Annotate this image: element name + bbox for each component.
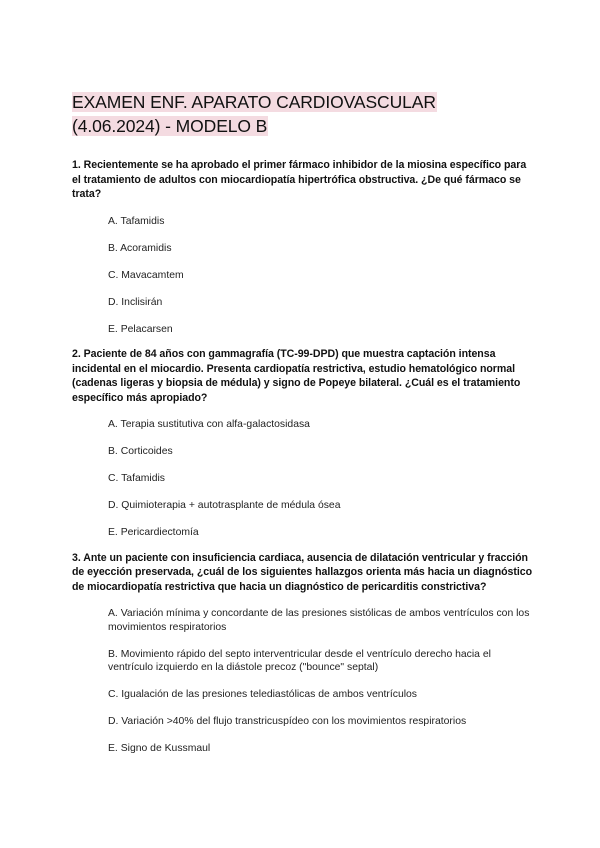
option-d: D. Variación >40% del flujo transtricuspídeo con los movimientos respiratorios <box>108 716 467 727</box>
answer-options <box>108 215 532 337</box>
answer-options <box>108 418 532 540</box>
question-2 <box>72 347 532 540</box>
option-e: E. Pelacarsen <box>108 323 173 335</box>
option-d: D. Quimioterapia + autotrasplante de médula ósea <box>108 500 341 511</box>
question-text: 2. Paciente de 84 años con gammagrafía (TC-99-DPD) que muestra captación intensa incidental en el miocardio. Presenta cardiopatía restrictiva, estudio hematológico normal (cadenas ligeras y biopsia de médula) y signo de Popeye bilateral. ¿Cuál es el tratamiento específico más apropiado? <box>72 348 521 404</box>
option-d: D. Inclisirán <box>108 296 163 308</box>
option-c: C. Mavacamtem <box>108 269 184 281</box>
answer-options <box>108 607 532 756</box>
option-a: A. Terapia sustitutiva con alfa-galactosidasa <box>108 419 310 430</box>
option-b: B. Corticoides <box>108 446 173 457</box>
question-text: 1. Recientemente se ha aprobado el primer fármaco inhibidor de la miosina específico para el tratamiento de adultos con miocardiopatía hipertrófica obstructiva. ¿De qué fármaco se trata? <box>72 159 527 200</box>
exam-title <box>72 90 437 138</box>
option-e: E. Signo de Kussmaul <box>108 743 211 754</box>
question-text: 3. Ante un paciente con insuficiencia cardiaca, ausencia de dilatación ventricular y fracción de eyección preservada, ¿cuál de los siguientes hallazgos orienta más hacia un diagnóstico de miocardiopatía restrictiva que hacia un diagnóstico de pericarditis constrictiva? <box>72 551 533 593</box>
option-c: C. Igualación de las presiones telediastólicas de ambos ventrículos <box>108 689 418 700</box>
question-3 <box>72 551 532 756</box>
option-b: B. Movimiento rápido del septo interventricular desde el ventrículo derecho hacia el ventrículo izquierdo en la diástole precoz ("bounce" septal) <box>108 648 491 673</box>
option-a: A. Tafamidis <box>108 215 165 227</box>
exam-title-line-1: EXAMEN ENF. APARATO CARDIOVASCULAR <box>72 92 436 112</box>
exam-title-line-2: (4.06.2024) - MODELO B <box>72 116 268 136</box>
exam-page <box>72 90 532 769</box>
option-c: C. Tafamidis <box>108 473 165 484</box>
option-a: A. Variación mínima y concordante de las presiones sistólicas de ambos ventrículos con los movimientos respiratorios <box>108 608 530 633</box>
question-1 <box>72 158 532 336</box>
option-b: B. Acoramidis <box>108 242 172 254</box>
option-e: E. Pericardiectomía <box>108 527 199 538</box>
